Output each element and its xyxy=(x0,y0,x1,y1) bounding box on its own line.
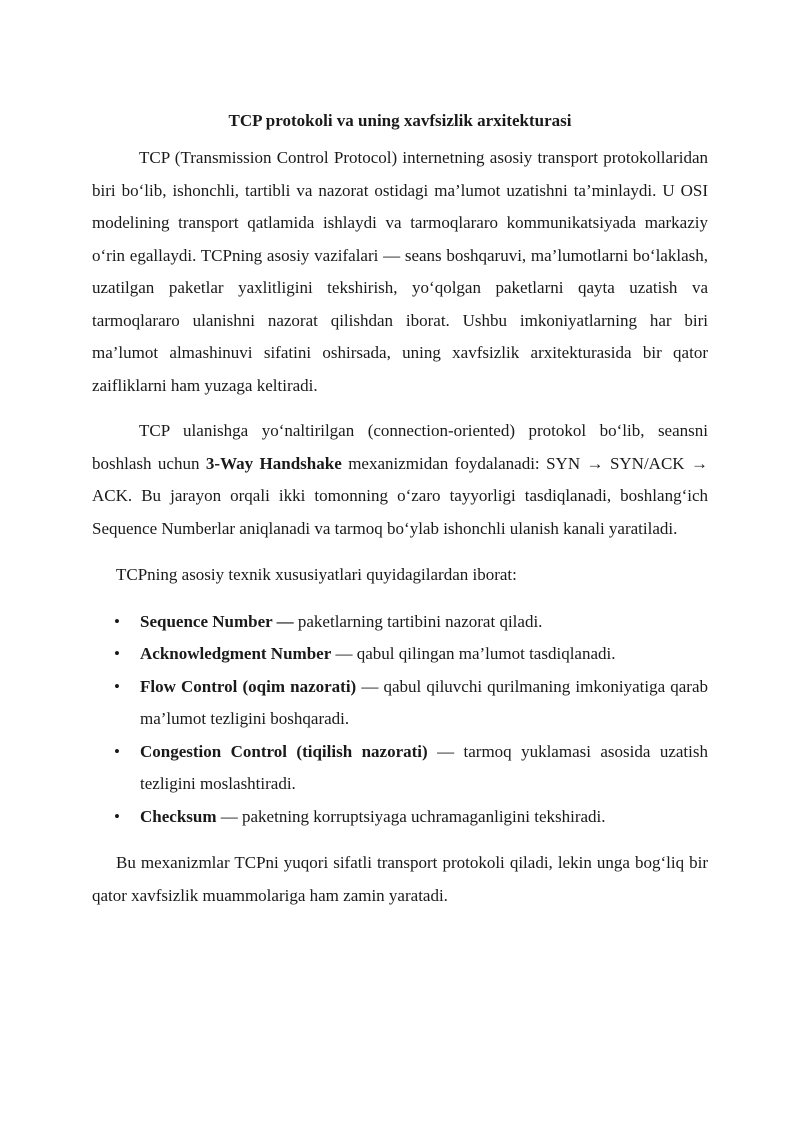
paragraph-handshake-text-2: mexanizmidan foydalanadi: SYN → SYN/ACK → ACK. Bu jarayon orqali ikki tomonning o‘zaro tayyorligi tasdiqlanadi, boshlang‘ich Sequence Numberlar aniqlanadi va tarmoq bo‘ylab ishonchli ulanish kanali yaratiladi. xyxy=(92,453,708,538)
handshake-term: 3-Way Handshake xyxy=(205,453,342,473)
paragraph-handshake xyxy=(92,415,708,545)
feature-description: — tarmoq yuklamasi asosida uzatish tezligini moslashtiradi. xyxy=(140,741,708,793)
document-page xyxy=(92,108,708,912)
feature-term: Checksum xyxy=(140,806,217,826)
list-item xyxy=(92,736,708,801)
bullet-icon: • xyxy=(114,611,120,631)
feature-description: — paketning korruptsiyaga uchramaganligini tekshiradi. xyxy=(216,806,606,826)
list-item xyxy=(92,671,708,736)
feature-list xyxy=(92,606,708,834)
paragraph-handshake-text-1: TCP ulanishga yo‘naltirilgan (connection-oriented) protokol bo‘lib, seansni boshlash uchun xyxy=(92,421,708,473)
feature-term: Flow Control (oqim nazorati) xyxy=(140,676,357,696)
list-item xyxy=(92,606,708,639)
feature-description: paketlarning tartibini nazorat qiladi. xyxy=(293,611,543,631)
list-item xyxy=(92,638,708,671)
bullet-icon: • xyxy=(114,806,120,826)
paragraph-intro: TCP (Transmission Control Protocol) internetning asosiy transport protokollaridan biri bo‘lib, ishonchli, tartibli va nazorat ostidagi ma’lumot uzatishni ta’minlaydi. U OSI modelining transport qatlamida ishlaydi va tarmoqlararo kommunikatsiyada markaziy o‘rin egallaydi. TCPning asosiy vazifalari — seans boshqaruvi, ma’lumotlarni bo‘laklash, uzatilgan paketlar yaxlitligini tekshirish, yo‘qolgan paketlarni qayta uzatish va tarmoqlararo ulanishni nazorat qilishdan iborat. Ushbu imkoniyatlarning har biri ma’lumot almashinuvi sifatini oshirsada, uning xavfsizlik arxitekturasida bir qator zaifliklarni ham yuzaga keltiradi. xyxy=(92,148,708,395)
bullet-icon: • xyxy=(114,741,120,761)
feature-description: — qabul qilingan ma’lumot tasdiqlanadi. xyxy=(331,644,616,663)
list-item xyxy=(92,801,708,834)
document-title: TCP protokoli va uning xavfsizlik arxitekturasi xyxy=(228,111,572,130)
paragraph-conclusion: Bu mexanizmlar TCPni yuqori sifatli transport protokoli qiladi, lekin unga bog‘liq bir qator xavfsizlik muammolariga ham zamin yaratadi. xyxy=(92,853,708,905)
paragraph-features-intro: TCPning asosiy texnik xususiyatlari quyidagilardan iborat: xyxy=(116,565,517,584)
feature-description: — qabul qiluvchi qurilmaning imkoniyatiga qarab ma’lumot tezligini boshqaradi. xyxy=(140,676,708,728)
feature-term: Congestion Control (tiqilish nazorati) xyxy=(140,741,428,761)
bullet-icon: • xyxy=(114,676,120,696)
feature-term: Sequence Number — xyxy=(140,611,294,631)
feature-term: Acknowledgment Number xyxy=(140,644,332,663)
bullet-icon: • xyxy=(114,644,120,663)
